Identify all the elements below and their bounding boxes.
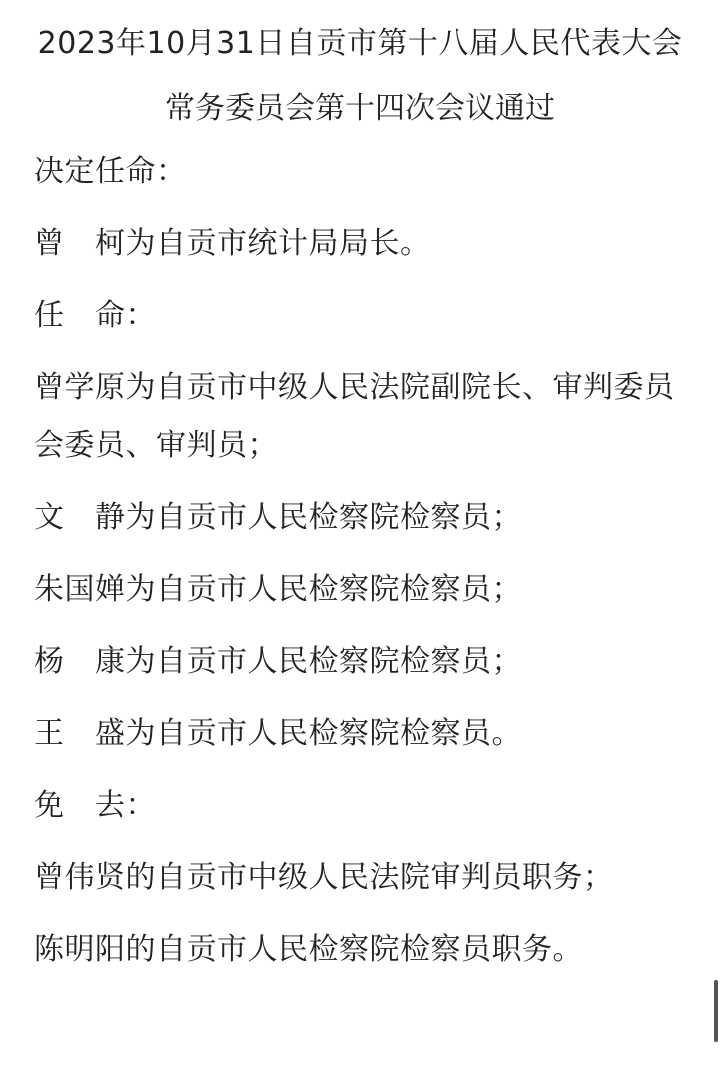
section-heading-appoint-decision: 决定任命： [34, 154, 187, 189]
removal-item: 陈明阳的自贡市人民检察院检察员职务。 [34, 932, 583, 967]
document-title: 2023年10月31日自贡市第十八届人民代表大会 [37, 26, 683, 61]
appointment-item: 杨 康为自贡市人民检察院检察员； [34, 644, 522, 679]
section-heading-remove: 免 去： [34, 788, 156, 823]
document-body [0, 143, 720, 979]
removal-item: 曾伟贤的自贡市中级人民法院审判员职务； [34, 860, 614, 895]
appointment-item: 曾 柯为自贡市统计局局长。 [34, 226, 431, 261]
appointment-item: 王 盛为自贡市人民检察院检察员。 [34, 716, 522, 751]
appointment-item: 文 静为自贡市人民检察院检察员； [34, 500, 522, 535]
section-heading-appoint: 任 命： [34, 298, 156, 333]
appointment-item: 曾学原为自贡市中级人民法院副院长、审判委员会委员、审判员； [34, 370, 675, 463]
document-subtitle: 常务委员会第十四次会议通过 [165, 91, 555, 126]
appointment-item: 朱国婵为自贡市人民检察院检察员； [34, 572, 522, 607]
scrollbar-thumb[interactable] [714, 980, 718, 1042]
